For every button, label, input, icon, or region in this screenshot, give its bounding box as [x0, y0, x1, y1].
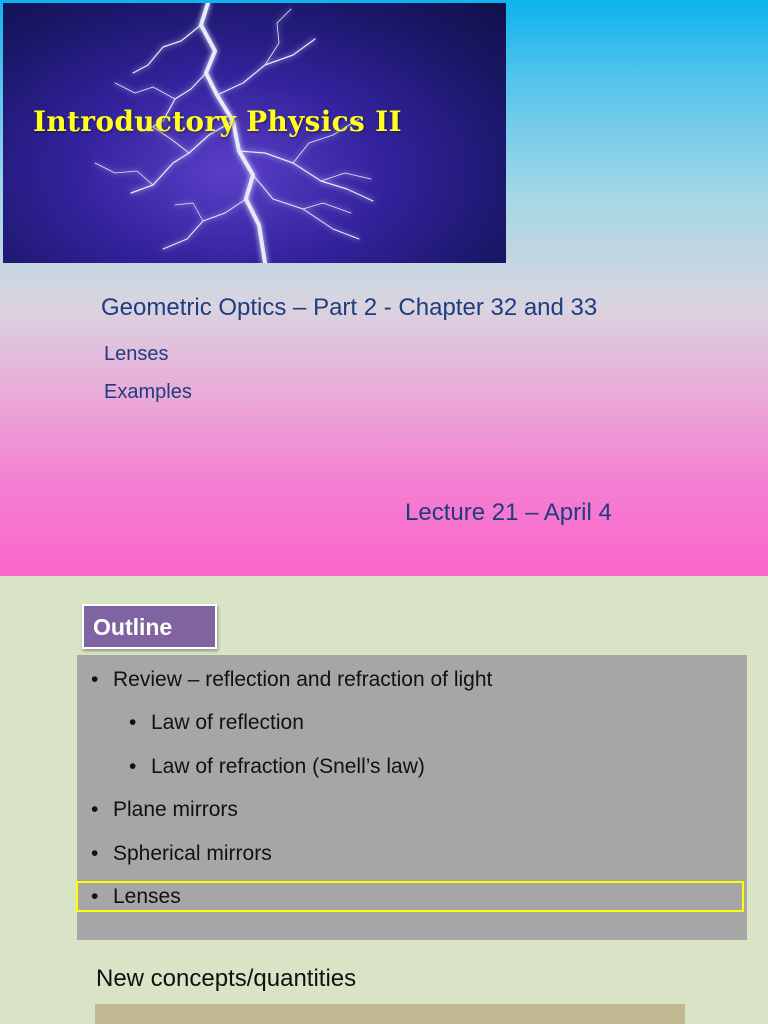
list-item [91, 668, 492, 692]
list-item-text: Spherical mirrors [113, 842, 272, 865]
list-item [129, 755, 425, 779]
lightning-banner-image [3, 3, 506, 263]
bullet: • [129, 711, 137, 734]
subtitle-lenses: Lenses [104, 343, 169, 365]
concepts-heading: New concepts/quantities [96, 965, 357, 992]
bullet: • [91, 668, 99, 691]
list-item-text: Plane mirrors [113, 798, 238, 821]
outline-tab [82, 604, 217, 649]
lecture-label: Lecture 21 – April 4 [405, 499, 612, 526]
bullet: • [91, 885, 99, 908]
slide-heading: Geometric Optics – Part 2 - Chapter 32 and 33 [101, 294, 598, 321]
list-item [129, 711, 304, 735]
list-item-text: Law of refraction (Snell’s law) [151, 755, 425, 778]
bullet: • [129, 755, 137, 778]
list-item-text: Lenses [113, 885, 181, 908]
bullet: • [91, 842, 99, 865]
current-topic-highlight [76, 881, 744, 912]
list-item-text: Review – reflection and refraction of light [113, 668, 493, 691]
list-item [91, 798, 238, 822]
bullet: • [91, 798, 99, 821]
concepts-box [95, 1004, 685, 1024]
list-item-text: Law of reflection [151, 711, 304, 734]
subtitle-examples: Examples [104, 381, 192, 403]
outline-label: Outline [93, 614, 173, 640]
slide-outline [0, 576, 768, 1024]
banner-title: Introductory Physics II [33, 105, 402, 138]
list-item [91, 842, 272, 866]
